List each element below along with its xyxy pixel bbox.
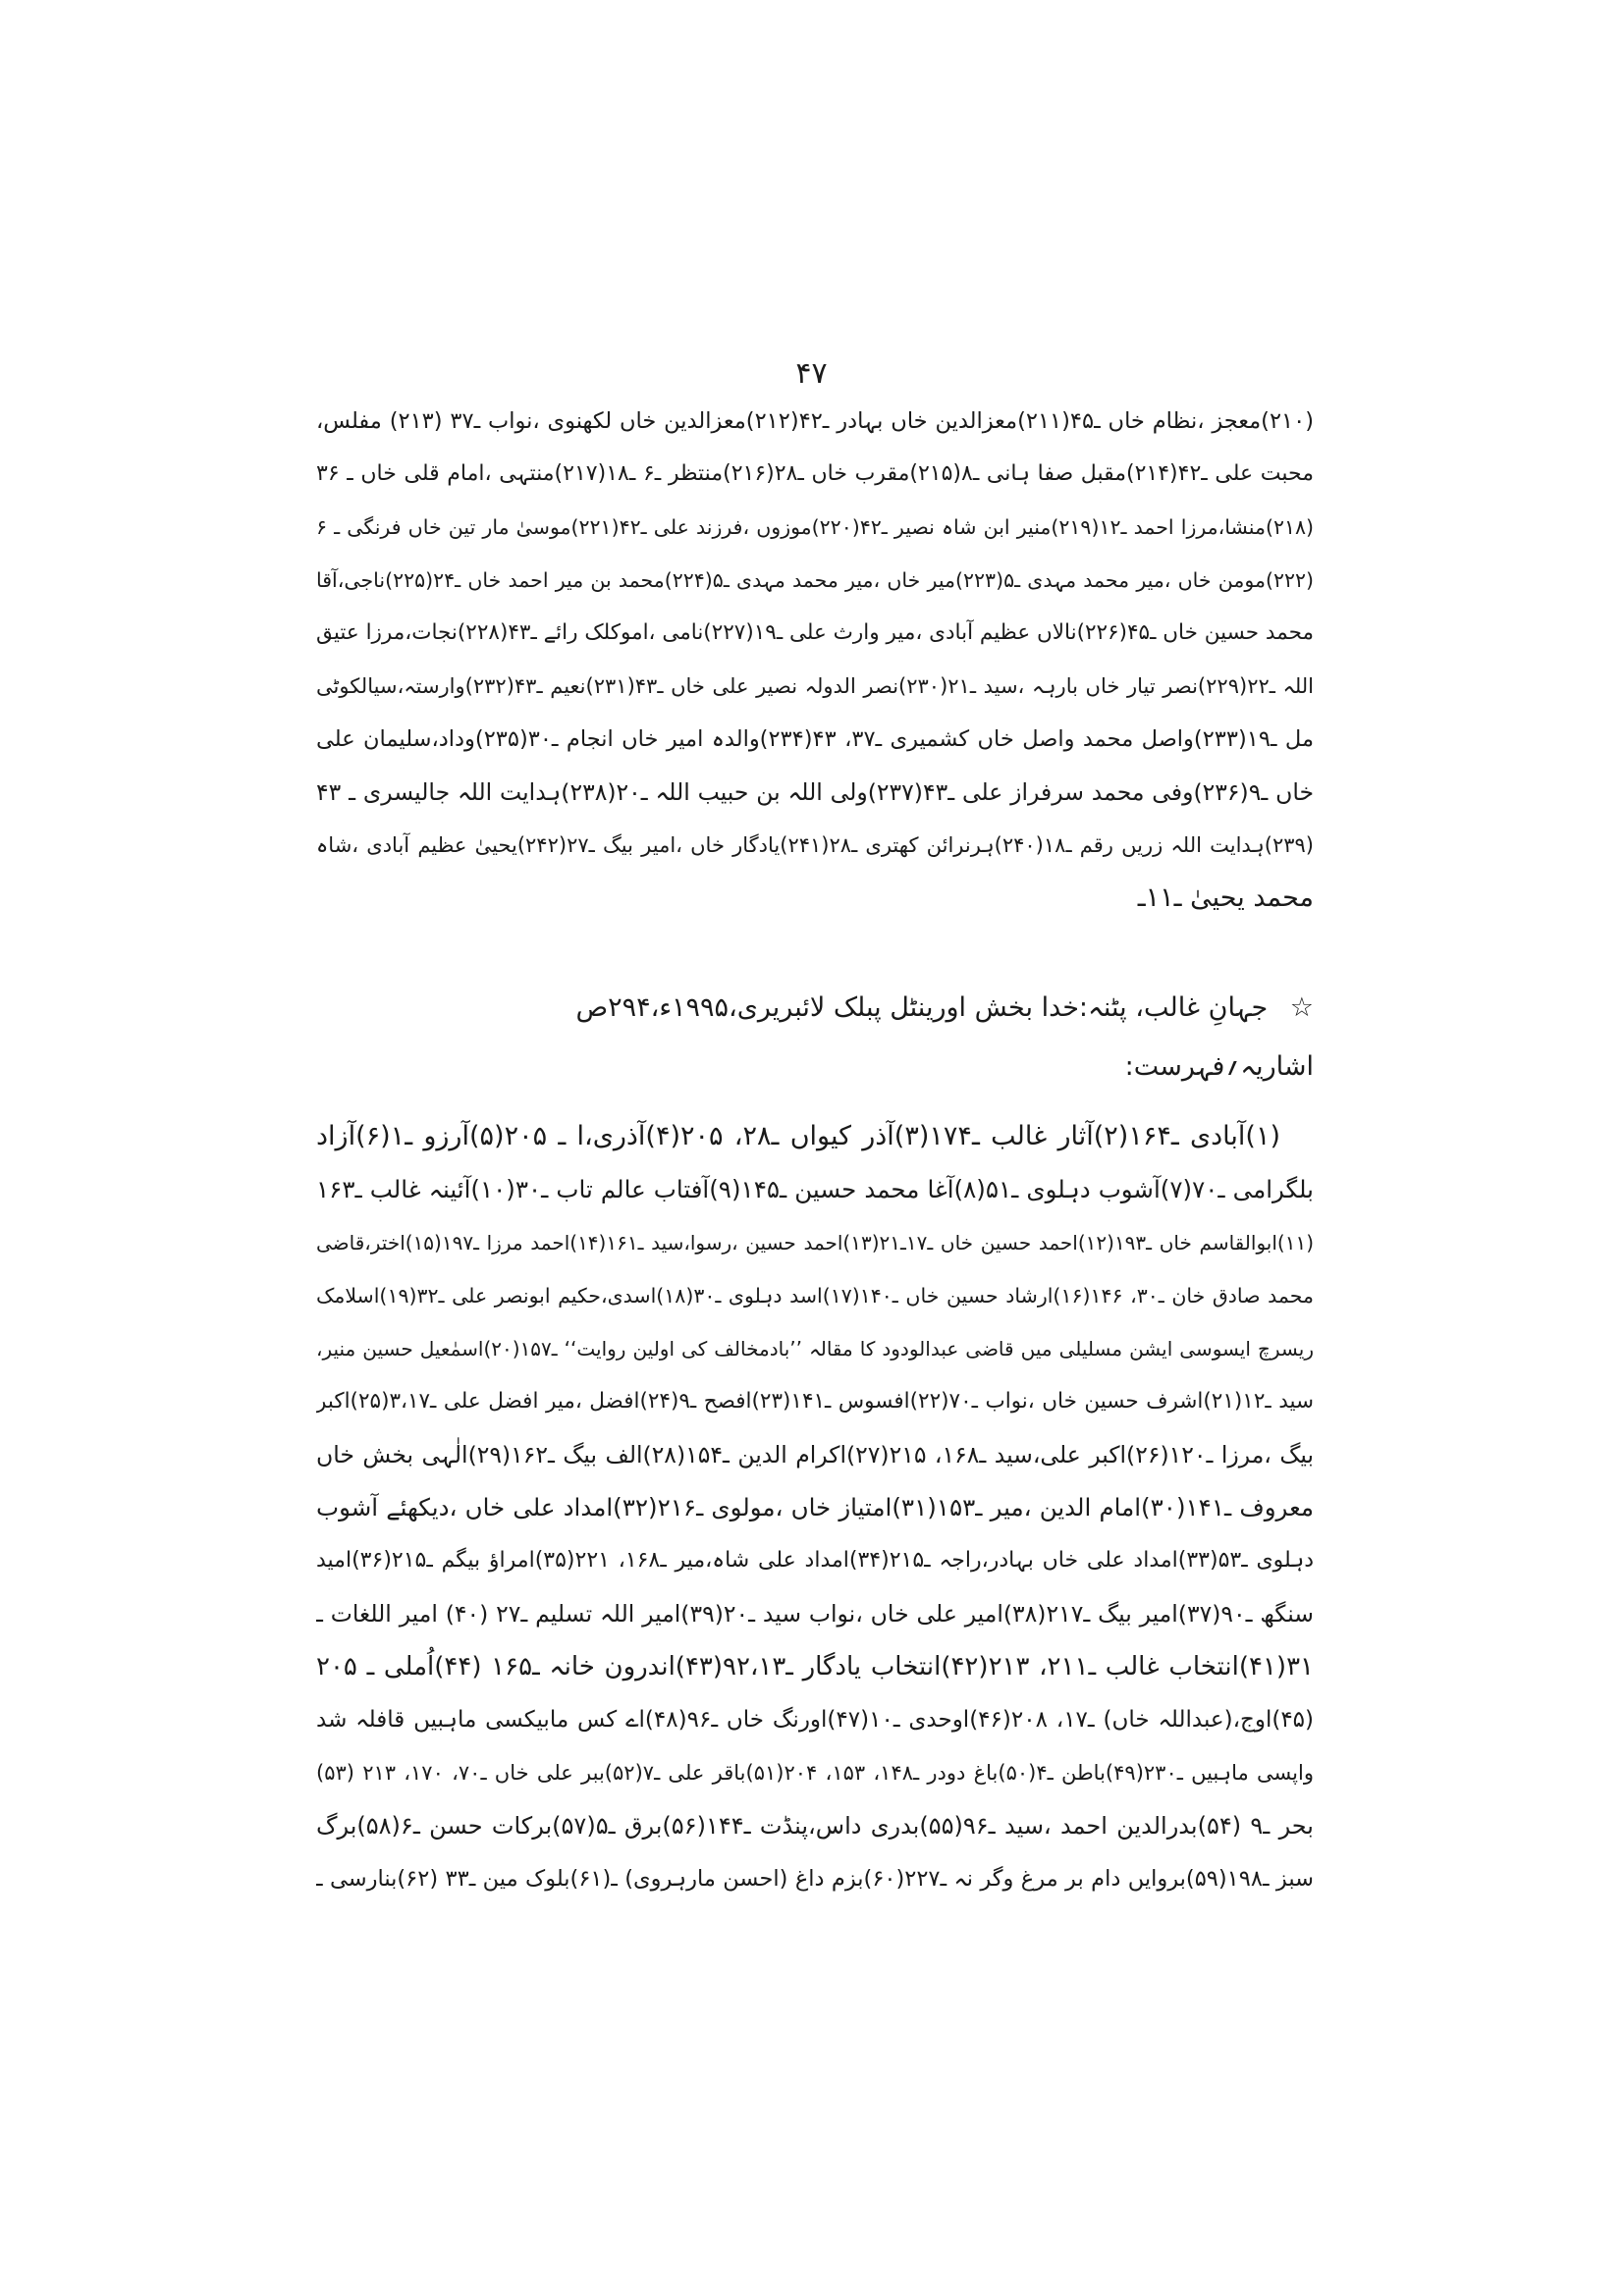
index-line: معروف ـ۱۴۱(۳۰)امام الدین ،میر ـ۱۵۳(۳۱)امتیاز خاں ،مولوی ـ۲۱۶(۳۲)امداد علی خاں ،دیکھئے آشوب [316,1493,1314,1522]
index-line: ریسرچ ایسوسی ایشن مسلیلی میں قاضی عبدالودود کا مقالہ ’’بادمخالف کی اولین روایت‘‘ ـ۱۵۷(۲۰)اسمٰعیل حسین منیر، [316,1337,1314,1361]
list-line: (۲۱۰)معجز ،نظام خاں ـ۴۵(۲۱۱)معزالدین خاں بہادر ـ۴۲(۲۱۲)معزالدین خاں لکھنوی ،نواب ـ۳۷ (۲۱۳) مفلس، [316,408,1314,434]
index-line: ۳۱(۴۱)انتخاب غالب ـ۲۱۱، ۲۱۳(۴۲)انتخاب یادگار ـ۹۲،۱۳(۴۳)اندرون خانہ ـ۱۶۵ (۴۴)اُملی ـ ۲۰۵ [316,1652,1314,1682]
index-line: محمد صادق خان ـ۳۰، ۱۴۶(۱۶)ارشاد حسین خاں ـ۱۴۰(۱۷)اسد دہلوی ـ۳۰(۱۸)اسدی،حکیم ابونصر علی ـ۳۲(۱۹)اسلامک [316,1284,1314,1308]
list-line: (۲۲۲)مومن خاں ،میر محمد مہدی ـ۵(۲۲۳)میر خاں ،میر محمد مہدی ـ۵(۲۲۴)محمد بن میر احمد خاں ـ۲۴(۲۲۵)ناجی،آقا [316,568,1314,592]
list-line: خاں ـ۹(۲۳۶)وفی محمد سرفراز علی ـ۴۳(۲۳۷)ولی اللہ بن حبیب اللہ ـ۲۰(۲۳۸)ہدایت اللہ جالیسری ـ ۴۳ [316,778,1314,806]
source-citation [316,984,1314,1033]
list-line: محمد حسین خاں ـ۴۵(۲۲۶)نالاں عظیم آبادی ،میر وارث علی ـ۱۹(۲۲۷)نامی ،اموکلک رائے ـ۴۳(۲۲۸)نجات،مرزا عتیق [316,620,1314,645]
list-line: محبت علی ـ۴۲(۲۱۴)مقبل صفا ہانی ـ۸(۲۱۵)مقرب خاں ـ۲۸(۲۱۶)منتظر ـ۶ ـ۱۸(۲۱۷)منتہی ،امام قلی خاں ـ ۳۶ [316,461,1314,486]
source-text: جہانِ غالب، پٹنہ:خدا بخش اورینٹل پبلک لائبریری،۱۹۹۵ء،۲۹۴ص [575,992,1269,1023]
index-line: سنگھ ـ۹۰(۳۷)امیر بیگ ـ۲۱۷(۳۸)امیر علی خاں ،نواب سید ـ۲۰(۳۹)امیر اللہ تسلیم ـ۲۷ (۴۰) امیر اللغات ـ [316,1600,1314,1628]
star-icon: ☆ [1289,992,1314,1023]
index-line: سید ـ۱۲(۲۱)اشرف حسین خاں ،نواب ـ۷۰(۲۲)افسوس ـ۱۴۱(۲۳)افصح ـ۹(۲۴)افضل ،میر افضل علی ـ۳،۱۷(۲۵)اکبر [316,1389,1314,1414]
index-line: بحر ـ۹ (۵۴)بدرالدین احمد ،سید ـ۹۶(۵۵)بدری داس،پنڈت ـ۱۴۴(۵۶)برق ـ۵(۵۷)برکات حسن ـ۶(۵۸)برگ [316,1812,1314,1840]
index-paragraph [316,1110,1314,1905]
list-line: (۲۳۹)ہدایت اللہ زریں رقم ـ۱۸(۲۴۰)ہرنرائن کھتری ـ۲۸(۲۴۱)یادگار خاں ،امیر بیگ ـ۲۷(۲۴۲)یحییٰ عظیم آبادی ،شاہ [316,833,1314,857]
list-line: (۲۱۸)منشا،مرزا احمد ـ۱۲(۲۱۹)منیر ابن شاہ نصیر ـ۴۲(۲۲۰)موزوں ،فرزند علی ـ۴۲(۲۲۱)موسیٰ مار تین خاں فرنگی ـ ۶ [316,515,1314,539]
index-line: واپسی ماہبیں ـ۲۳۰(۴۹)باطن ـ۴(۵۰)باغ دودر ـ۱۴۸، ۱۵۳، ۲۰۴(۵۱)باقر علی ـ۷(۵۲)ببر علی خاں ـ۷۰، ۱۷۰، ۲۱۳ (۵۳) [316,1761,1314,1785]
page-number: ۴۷ [795,356,828,391]
list-paragraph [316,395,1314,925]
index-heading: اشاریہ؍فہرست: [1124,1051,1314,1082]
index-line: سبز ـ۱۹۸(۵۹)بروایں دام بر مرغ وگر نہ ـ۲۲۷(۶۰)بزم داغ (احسن مارہروی) ـ(۶۱)بلوک مین ـ۳۳ (۶۲)بنارسی ـ [316,1866,1314,1892]
list-line: محمد یحییٰ ـ۱۱ـ [1137,882,1314,913]
list-line: اللہ ـ۲۲(۲۲۹)نصر تیار خاں بارہہ ،سید ـ۲۱(۲۳۰)نصر الدولہ نصیر علی خاں ـ۴۳(۲۳۱)نعیم ـ۴۳(۲۳۲)وارستہ،سیالکوٹی [316,674,1314,698]
list-line: مل ـ۱۹(۲۳۳)واصل محمد واصل خاں کشمیری ـ۳۷، ۴۳(۲۳۴)والدہ امیر خاں انجام ـ۳۰(۲۳۵)وداد،سلیمان علی [316,726,1314,752]
index-line: (۴۵)اوج،(عبداللہ خاں) ـ۱۷، ۲۰۸(۴۶)اوحدی ـ۱۰(۴۷)اورنگ خاں ـ۹۶(۴۸)اے کس مابیکسی ماہبیں قافلہ شد [316,1707,1314,1733]
index-line: دہلوی ـ۵۳(۳۳)امداد علی خاں بہادر،راجہ ـ۲۱۵(۳۴)امداد علی شاہ،میر ـ۱۶۸، ۲۲۱(۳۵)امراؤ بیگم ـ۲۱۵(۳۶)امید [316,1548,1314,1573]
index-line: بلگرامی ـ۷۰(۷)آشوب دہلوی ـ۵۱(۸)آغا محمد حسین ـ۱۴۵(۹)آفتاب عالم تاب ـ۳۰(۱۰)آئینہ غالب ـ۱۶۳ [316,1175,1314,1203]
index-line: (۱۱)ابوالقاسم خاں ـ۱۹۳(۱۲)احمد حسین خاں ـ۱۷ـ۲۱(۱۳)احمد حسین ،رسوا،سید ـ۱۶۱(۱۴)احمد مرزا ـ۱۹۷(۱۵)اختر،قاضی [316,1231,1314,1255]
index-line: (۱)آبادی ـ۱۶۴(۲)آثار غالب ـ۱۷۴(۳)آذر کیواں ـ۲۸، ۲۰۵(۴)آذری،ا ـ ۲۰۵(۵)آرزو ـ۱(۶)آزاد [316,1121,1281,1151]
index-line: بیگ ،مرزا ـ۱۲۰(۲۶)اکبر علی،سید ـ۱۶۸، ۲۱۵(۲۷)اکرام الدین ـ۱۵۴(۲۸)الف بیگ ـ۱۶۲(۲۹)الٰہی بخش خاں [316,1441,1314,1468]
